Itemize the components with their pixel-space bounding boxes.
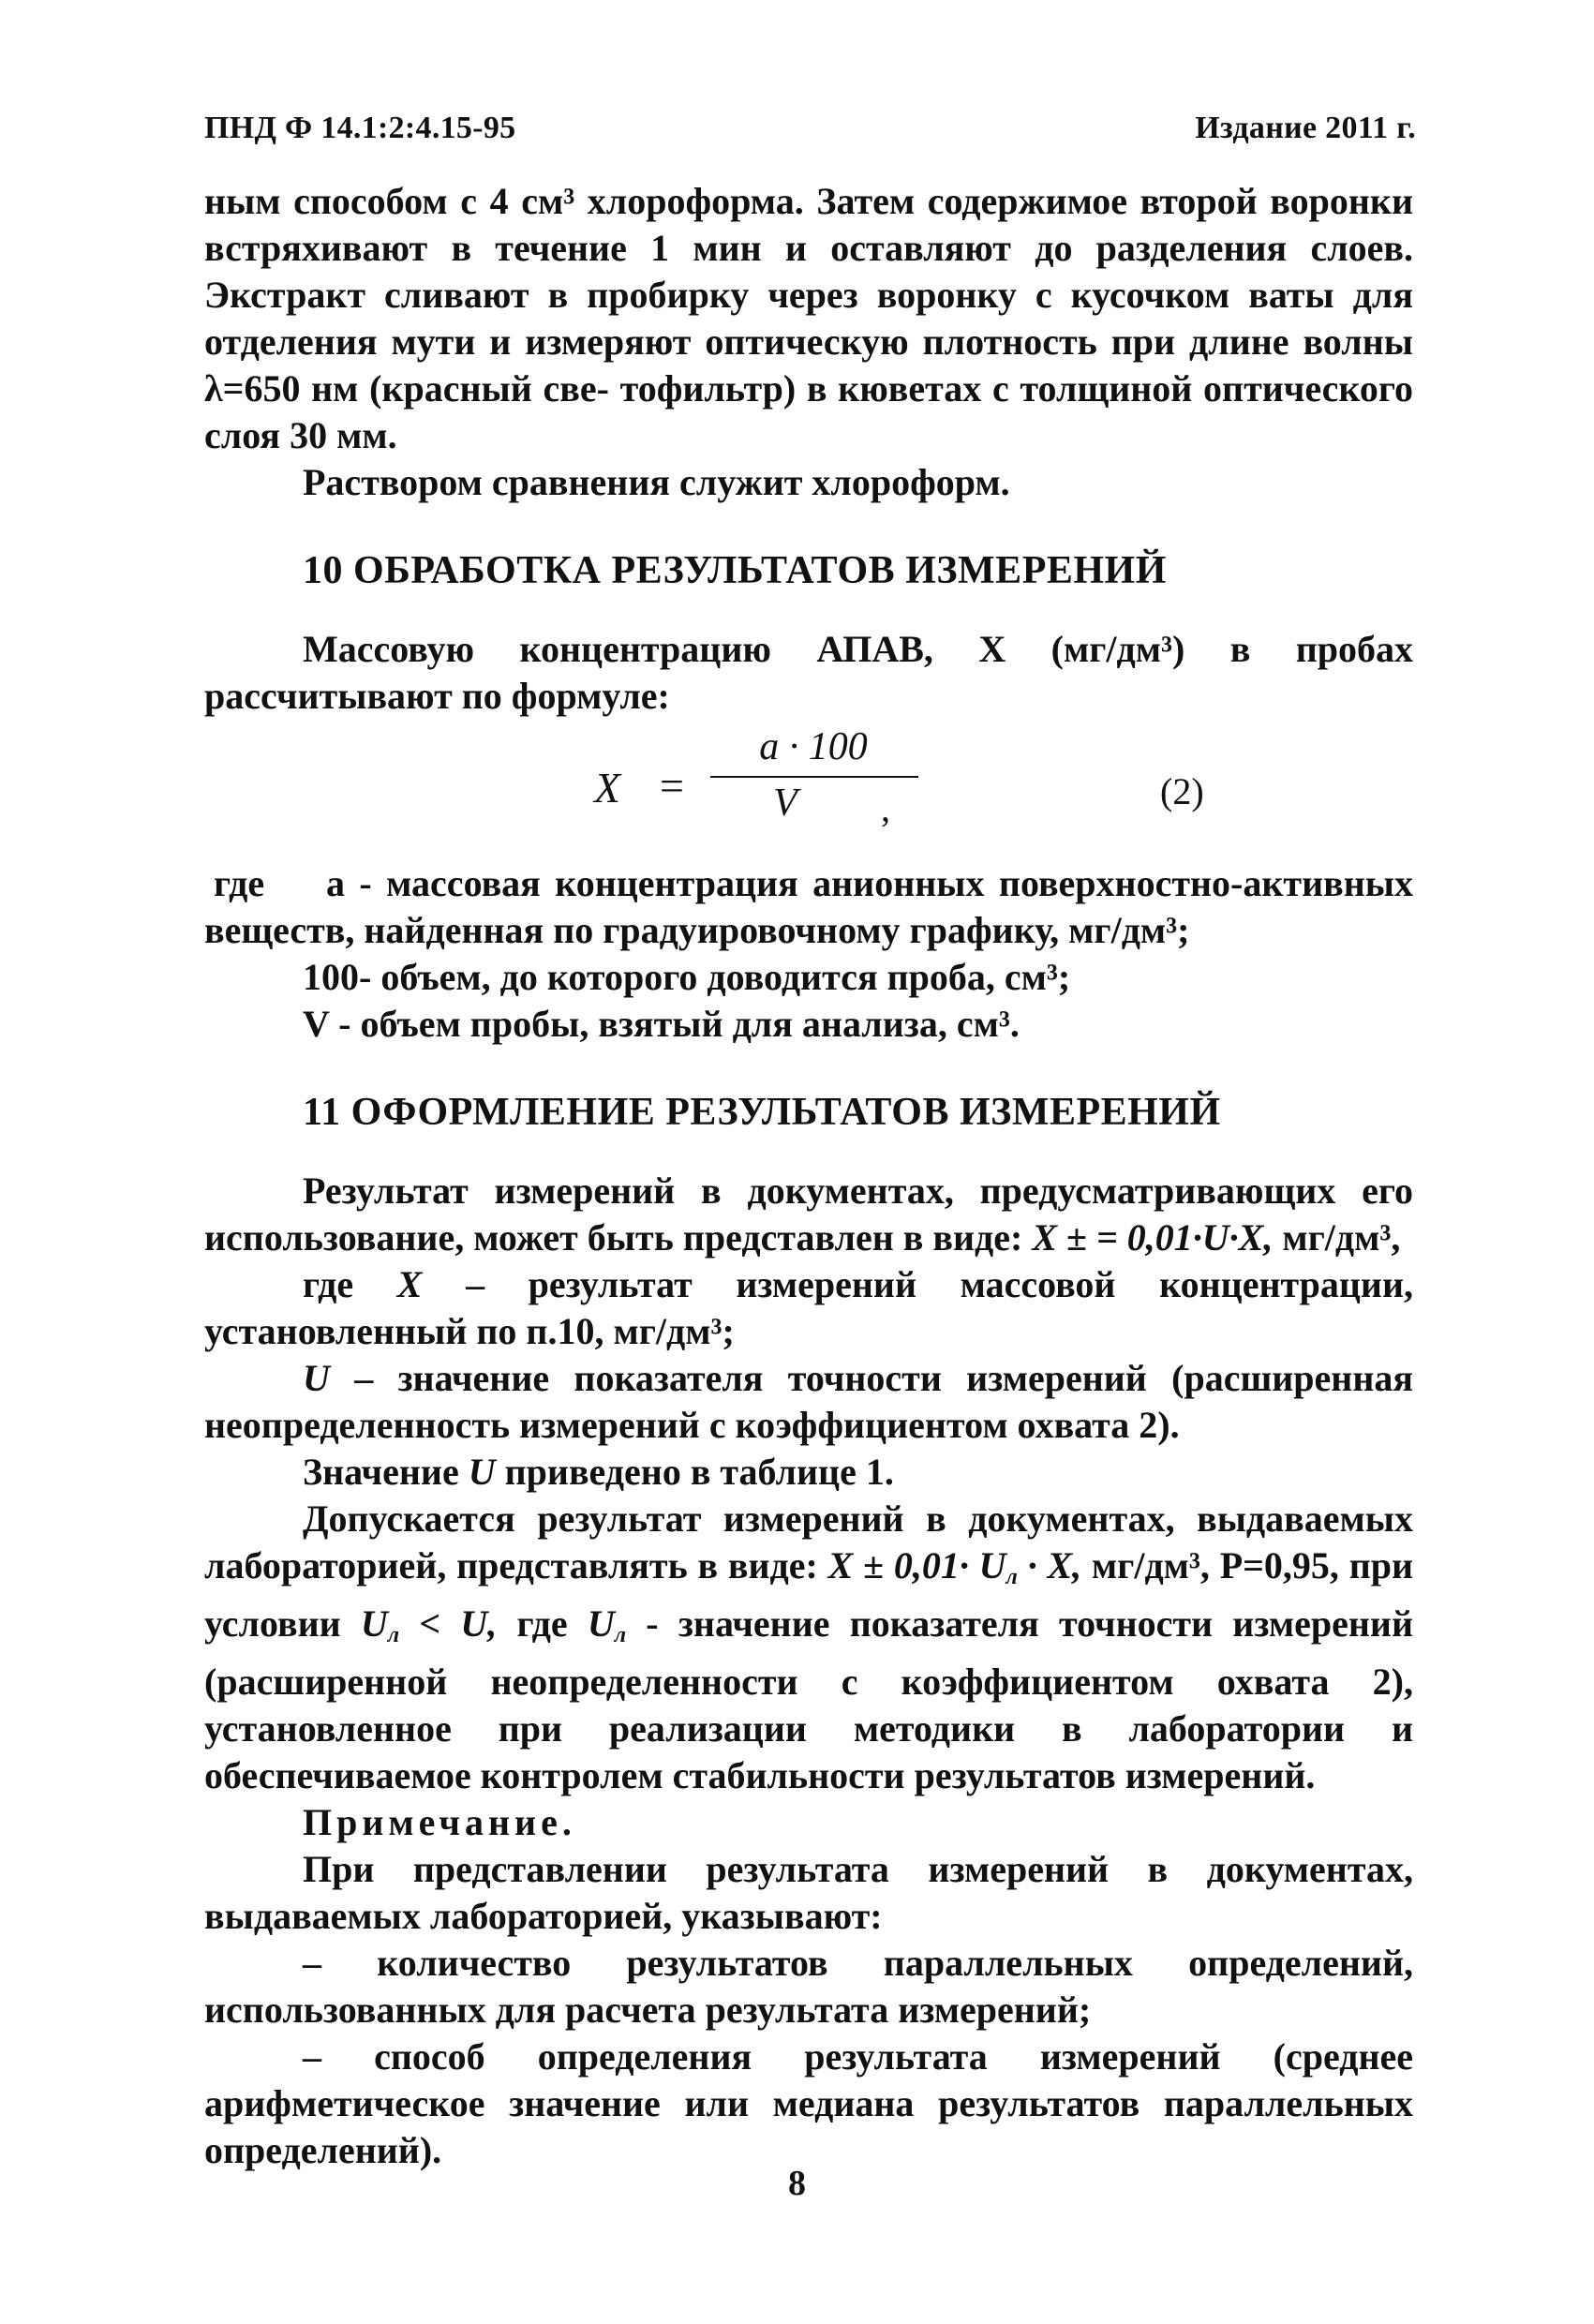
text-line: измеряют оптическую плотность при длине волны λ=650 нм (красный све- — [204, 320, 1414, 410]
value-word: Значение — [303, 1451, 459, 1493]
lab-subscript: л — [614, 1623, 627, 1647]
formula-number: (2) — [1160, 770, 1204, 812]
text-line: ным способом с 4 см³ хлороформа. Затем содержимое второй воронки — [204, 180, 1413, 222]
formula-lhs: X — [594, 764, 621, 812]
ul-definition-text: - значение показателя точности измерений (расширенной неопределенности с коэффициентом охвата 2), установленное при реализации методики в лаборатории и обеспечиваемое контролем стабильности результатов измерений. — [204, 1602, 1413, 1796]
section-10-intro: Массовую концентрацию АПАВ, X (мг/дм³) в пробах рассчитывают по формуле: — [204, 628, 1413, 717]
lab-subscript: л — [1006, 1565, 1018, 1589]
condition-inequality: < U, — [419, 1602, 498, 1645]
x-definition-paragraph — [204, 1261, 1413, 1355]
u-definition-paragraph — [204, 1355, 1413, 1449]
u-variable: U — [303, 1357, 330, 1399]
text-line: встряхивают в течение 1 мин и оставляют до разделения слоев. Экстракт — [204, 227, 1413, 316]
text-line: сливают в пробирку через воронку с кусочком ваты для отделения мути и — [204, 274, 1414, 363]
note-title: Примечание. — [303, 1801, 576, 1843]
note-item: – количество результатов параллельных определений, использованных для расчета результата измерений; — [204, 1942, 1413, 2031]
result-representation-paragraph — [204, 1168, 1413, 1261]
result-text: Результат измерений в документах, предусматривающих его использование, может быть представлен в виде: — [204, 1169, 1413, 1259]
formula-fraction-bar — [710, 776, 918, 778]
note-paragraph: При представлении результата измерений в документах, выдаваемых лабораторией, указывают: — [204, 1848, 1413, 1937]
lab-formula-part: · X, — [1027, 1544, 1082, 1587]
lab-result-paragraph — [204, 1496, 1413, 1799]
formula-numerator: a · 100 — [759, 725, 868, 768]
where-label: где — [214, 862, 265, 904]
volume-v-definition: V - объем пробы, взятый для анализа, см³. — [303, 1003, 1020, 1045]
u-definition-text: – значение показателя точности измерений (расширенная неопределенность измерений с коэффициентом охвата 2). — [204, 1357, 1414, 1446]
continuation-paragraph — [204, 178, 1413, 459]
x-variable: X — [396, 1263, 423, 1305]
u-variable: U — [468, 1451, 496, 1493]
formula-2 — [204, 723, 1413, 860]
reference-solution-paragraph: Раствором сравнения служит хлороформ. — [303, 461, 1010, 503]
page-body — [204, 178, 1413, 2174]
section-10-heading: 10 ОБРАБОТКА РЕЗУЛЬТАТОВ ИЗМЕРЕНИЙ — [303, 549, 1167, 592]
volume-100-definition: 100- объем, до которого доводится проба, см³; — [303, 956, 1071, 998]
where-word: где — [516, 1602, 568, 1645]
result-formula: X ± = 0,01·U·X, — [1032, 1216, 1274, 1259]
note-item: – способ определения результата измерений (среднее арифметическое значение или медиана результатов параллельных определений). — [204, 2035, 1413, 2171]
a-definition-text: а - массовая концентрация анионных поверхностно-активных веществ, найденная по градуировочному графику, мг/дм³; — [204, 862, 1413, 951]
u-table-reference — [204, 1449, 1413, 1496]
where-a-definition — [204, 860, 1413, 954]
table-reference-text: приведено в таблице 1. — [504, 1451, 894, 1493]
x-definition-text: – результат измерений массовой концентрации, установленный по п.10, мг/дм³; — [204, 1263, 1414, 1352]
lab-formula-part: X ± 0,01· U — [827, 1544, 1006, 1587]
formula-equals: = — [660, 762, 684, 810]
lab-subscript: л — [387, 1623, 400, 1647]
where-word: где — [303, 1263, 354, 1305]
result-unit: мг/дм³, — [1282, 1216, 1401, 1259]
text-line: тофильтр) в кюветах с толщиной оптического слоя 30 мм. — [204, 367, 1414, 456]
ul-variable: U — [587, 1602, 615, 1645]
document-code: ПНД Ф 14.1:2:4.15-95 — [204, 111, 516, 145]
lab-result-text: Допускается результат измерений в документах, выдаваемых лабораторией, представлять в виде: — [204, 1497, 1413, 1587]
ul-variable: U — [360, 1602, 388, 1645]
page-number: 8 — [788, 2164, 806, 2203]
formula-comma: , — [881, 787, 890, 829]
edition-label: Издание 2011 г. — [1195, 111, 1416, 145]
formula-denominator: V — [773, 782, 797, 825]
section-11-heading: 11 ОФОРМЛЕНИЕ РЕЗУЛЬТАТОВ ИЗМЕРЕНИЙ — [303, 1091, 1221, 1134]
lab-unit-condition: мг/дм³, Р=0,95, при условии — [204, 1544, 1414, 1645]
